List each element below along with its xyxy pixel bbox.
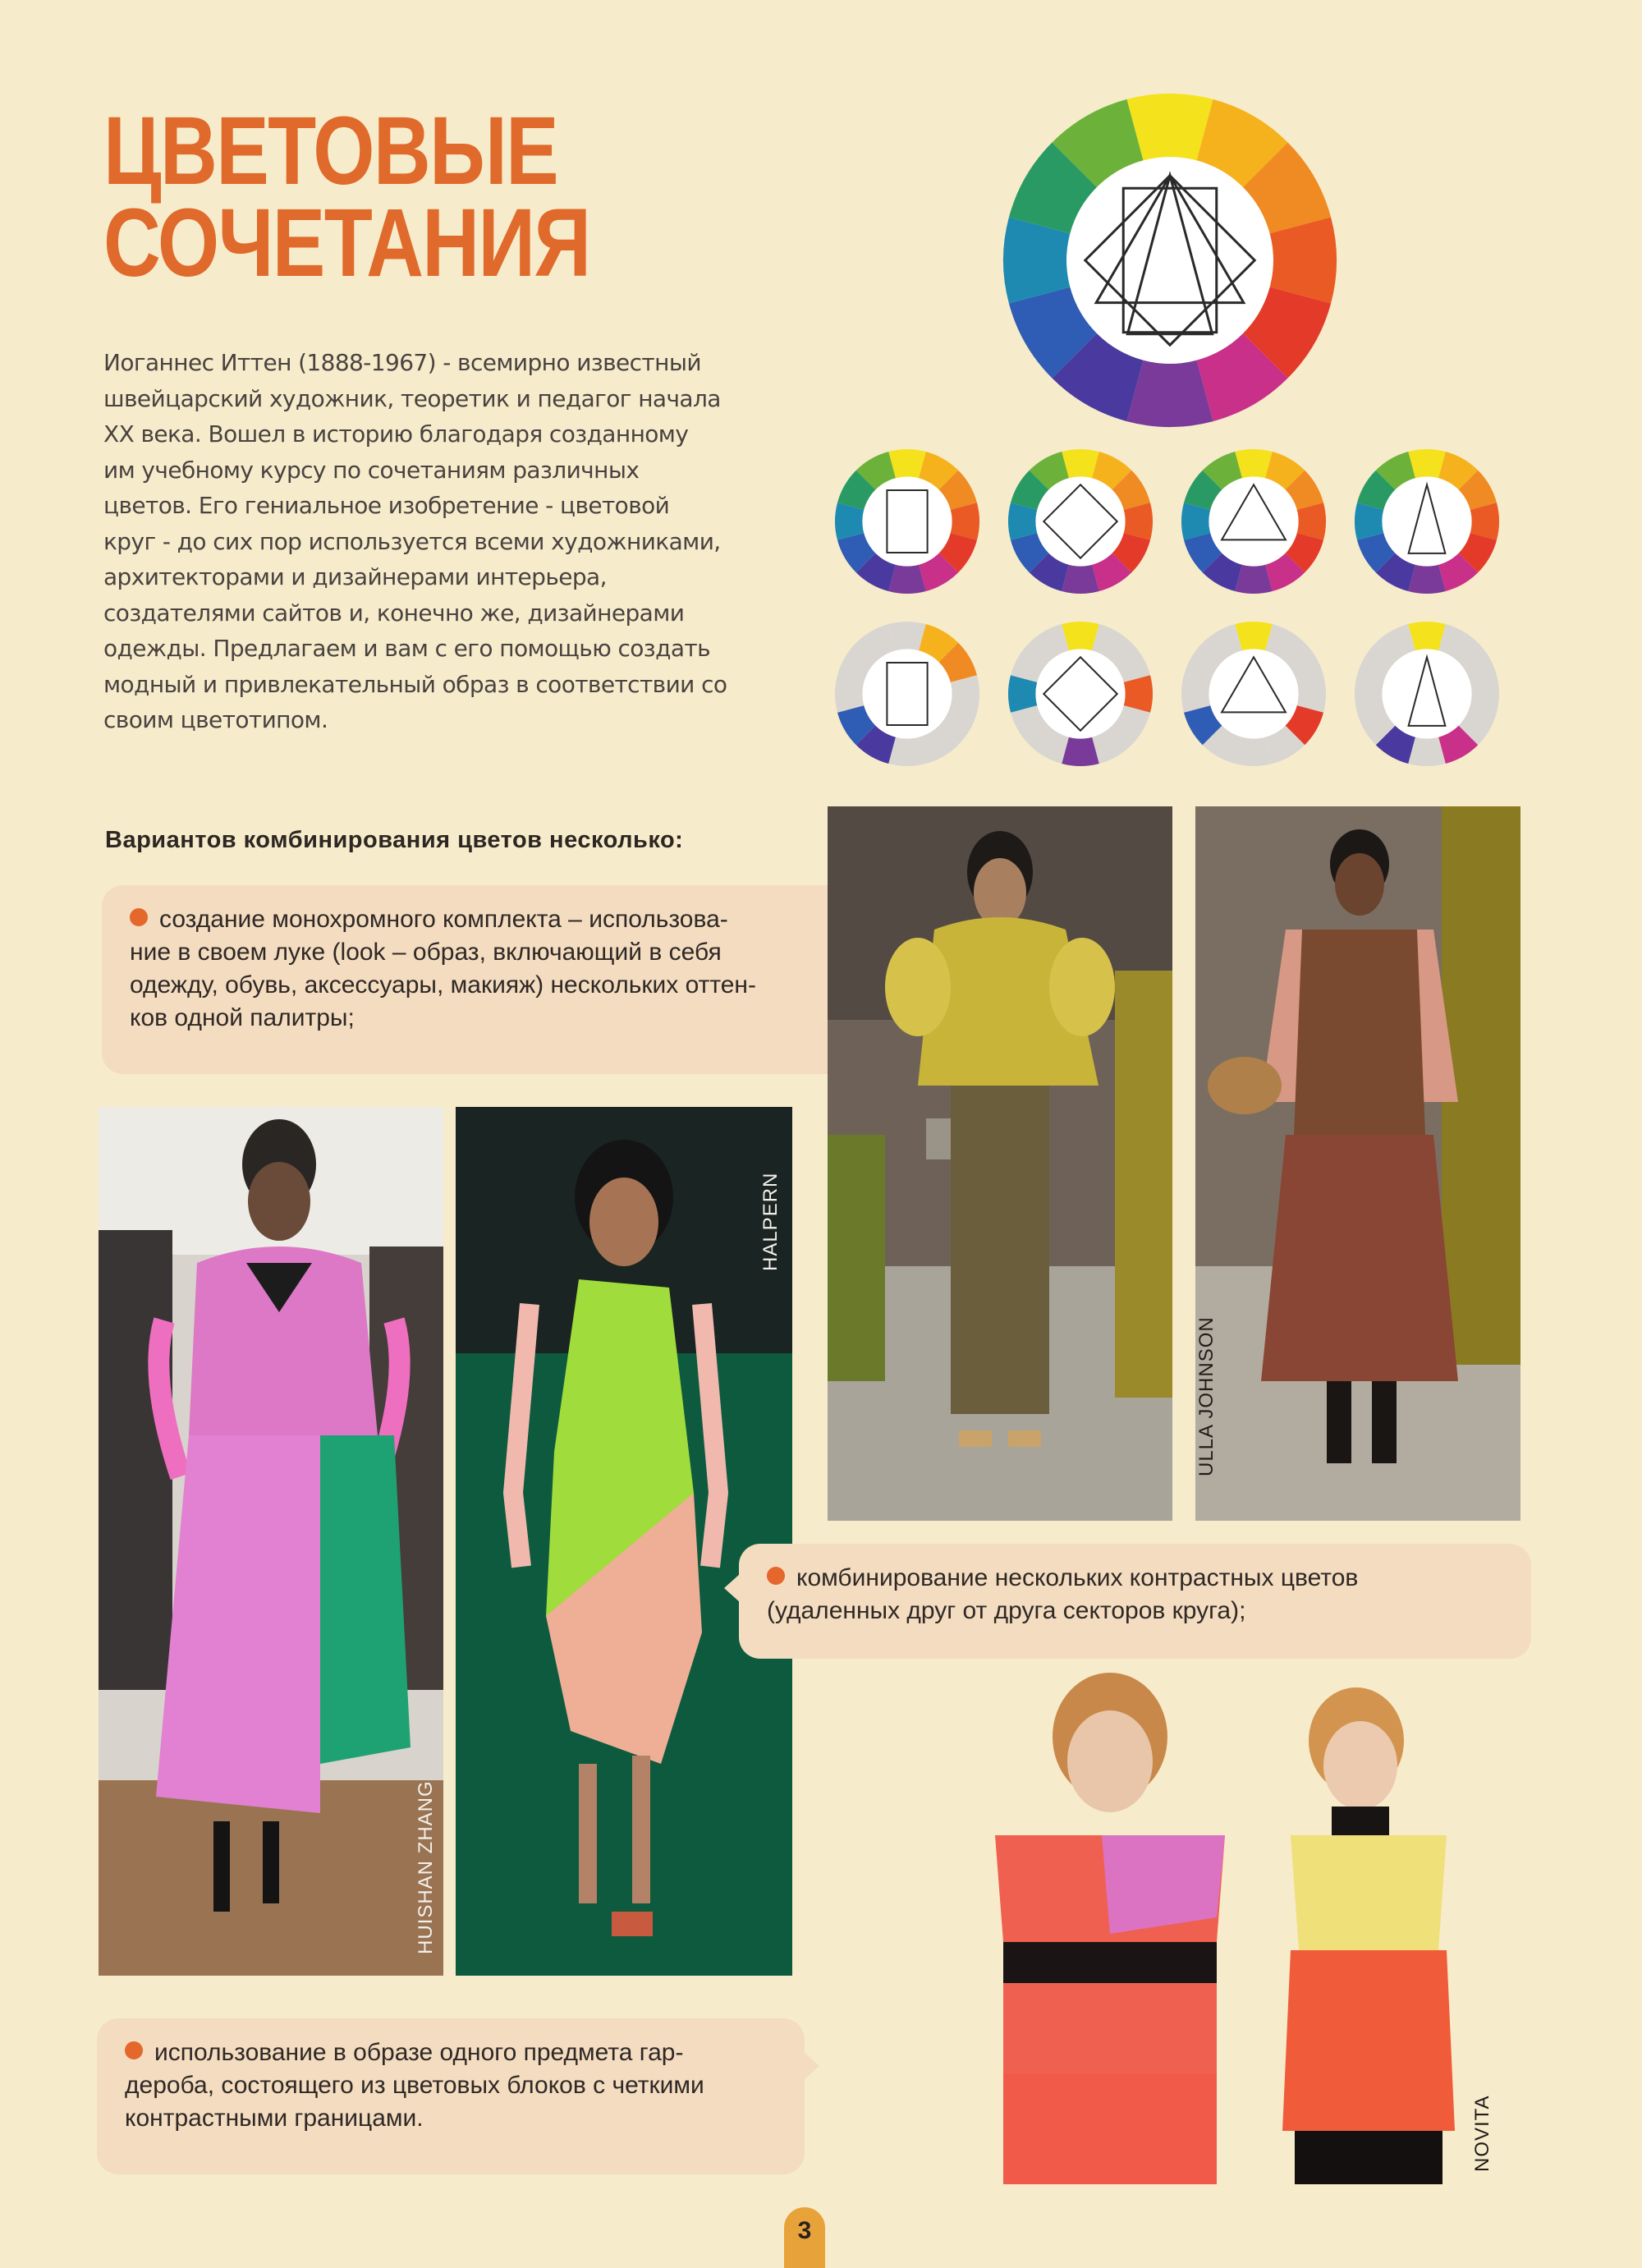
color-wheel-triangle-scheme	[1180, 448, 1328, 595]
intro-line: XX века. Вошел в историю благодаря созданному	[103, 420, 689, 448]
page-title	[103, 97, 590, 297]
page-number: 3	[784, 2207, 825, 2268]
wheel-center	[1035, 649, 1125, 738]
bubble-text: комбинирование нескольких контрастных цветов	[796, 1564, 1359, 1591]
photo-credit: HALPERN	[759, 1172, 782, 1271]
photo-credit: NOVITA	[1471, 2095, 1493, 2172]
bubble-text: ние в своем луке (look – образ, включающий в себя	[130, 939, 722, 966]
photo-credit: HUISHAN ZHANG	[415, 1780, 437, 1954]
bubble-text: ков одной палитры;	[130, 1004, 355, 1031]
intro-line: Иоганнес Иттен (1888-1967) - всемирно известный	[103, 349, 701, 376]
intro-line: создателями сайтов и, конечно же, дизайнерами	[103, 599, 685, 627]
orange-bullet-icon	[130, 908, 148, 926]
photo-halpern	[456, 1107, 792, 1976]
title-line-1: ЦВЕТОВЫЕ	[103, 97, 558, 205]
color-wheel-isosceles-selected	[1353, 620, 1501, 768]
orange-bullet-icon	[767, 1567, 785, 1585]
bubble-text: использование в образе одного предмета гар-	[154, 2039, 684, 2066]
intro-line: архитекторами и дизайнерами интерьера,	[103, 563, 607, 590]
bubble-line-1	[767, 1562, 1503, 1595]
photo-huishan-zhang	[99, 1107, 443, 1976]
photo-ulla-johnson-brown	[1195, 806, 1520, 1521]
intro-line: швейцарский художник, теоретик и педагог начала	[103, 384, 721, 412]
bubble-line-1	[130, 903, 846, 936]
photo-ulla-johnson-gold	[828, 806, 1172, 1521]
wheel-center	[1209, 476, 1298, 566]
variants-heading: Вариантов комбинирования цветов несколько:	[105, 827, 684, 853]
bubble-text: контрастными границами.	[125, 2105, 424, 2132]
color-wheel-square-scheme	[1007, 448, 1154, 595]
title-line-2: СОЧЕТАНИЯ	[103, 189, 590, 297]
itten-color-wheel	[1002, 92, 1338, 429]
intro-line: своим цветотипом.	[103, 706, 328, 733]
bubble-text: дероба, состоящего из цветовых блоков с четкими	[125, 2072, 704, 2099]
color-wheel-rectangle-selected	[833, 620, 981, 768]
color-wheel-triangle-selected	[1180, 620, 1328, 768]
bubble-text: (удаленных друг от друга секторов круга);	[767, 1597, 1246, 1624]
color-wheel-rectangle-scheme	[833, 448, 981, 595]
bubble-text: создание монохромного комплекта – использова-	[159, 906, 728, 933]
wheel-center	[1209, 649, 1298, 738]
intro-line: круг - до сих пор используется всеми художниками,	[103, 527, 721, 555]
variant-contrast-bubble	[739, 1544, 1531, 1659]
bubble-line-1	[125, 2036, 777, 2069]
intro-line: модный и привлекательный образ в соответствии со	[103, 670, 727, 698]
intro-line: цветов. Его гениальное изобретение - цветовой	[103, 492, 670, 519]
color-wheel-square-selected	[1007, 620, 1154, 768]
intro-line: одежды. Предлагаем и вам с его помощью создать	[103, 635, 711, 662]
bubble-text: одежду, обувь, аксессуары, макияж) нескольких оттен-	[130, 971, 756, 999]
orange-bullet-icon	[125, 2041, 143, 2059]
variant-color-block-bubble	[97, 2018, 805, 2174]
intro-line: им учебному курсу по сочетаниям различных	[103, 456, 640, 484]
intro-paragraph	[103, 345, 752, 738]
variant-monochrome-bubble	[102, 885, 874, 1074]
color-wheel-isosceles-scheme	[1353, 448, 1501, 595]
photo-credit: ULLA JOHNSON	[1195, 1316, 1218, 1476]
photo-novita	[905, 1671, 1496, 2184]
wheel-center	[1035, 476, 1125, 566]
